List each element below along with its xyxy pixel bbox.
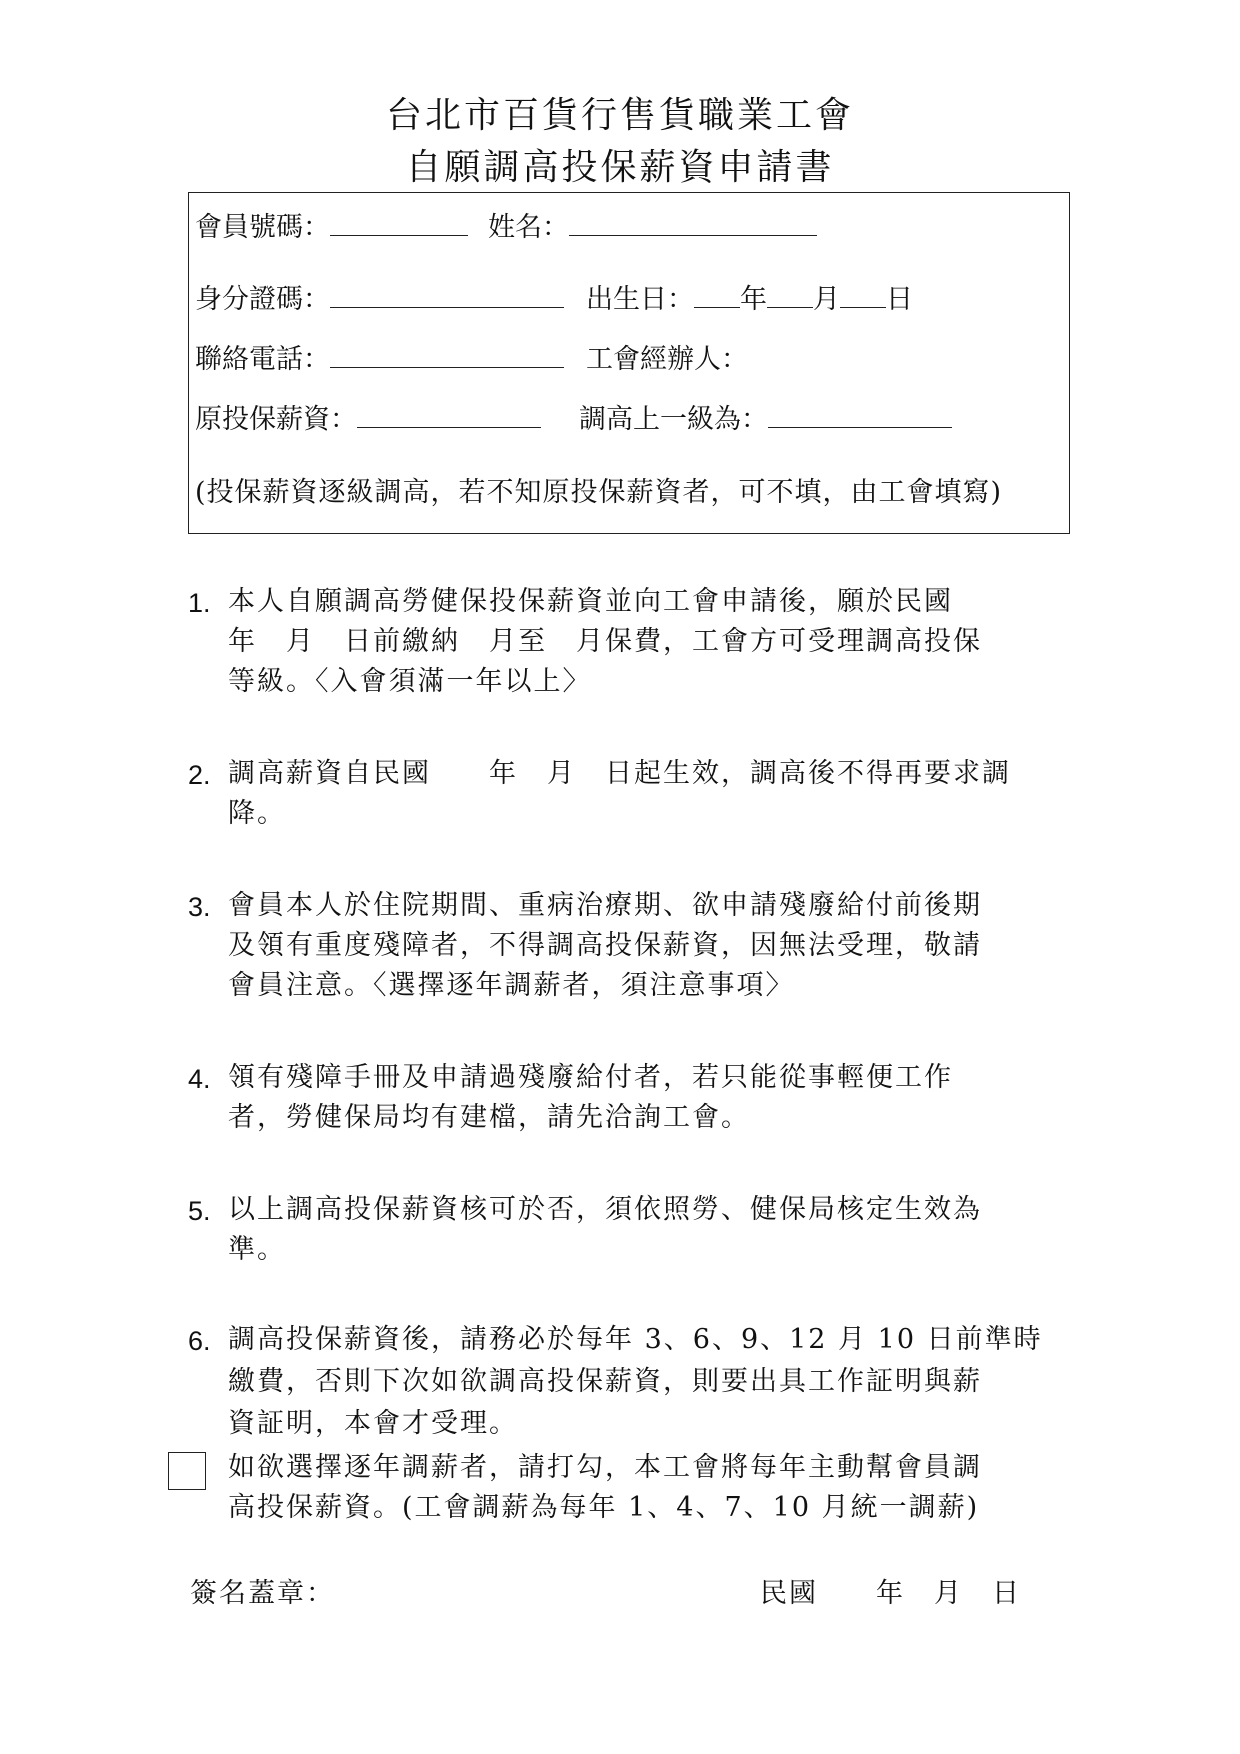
annual-raise-checkbox[interactable]	[168, 1452, 206, 1490]
row-member	[195, 213, 817, 241]
name-label: 姓名：	[488, 212, 569, 243]
form-title: 台北市百貨行售貨職業工會	[385, 95, 854, 136]
row-id	[195, 285, 913, 313]
item-line: 本人自願調高勞健保投保薪資並向工會申請後，願於民國	[228, 586, 953, 617]
signature-label: 簽名蓋章：	[190, 1578, 335, 1609]
item-line: 及領有重度殘障者，不得調高投保薪資，因無法受理，敬請	[228, 930, 982, 961]
item-line: 資証明，本會才受理。	[228, 1408, 518, 1439]
annual-raise-option-line1: 如欲選擇逐年調薪者，請打勾，本工會將每年主動幫會員調	[228, 1452, 982, 1483]
birth-label: 出生日：	[586, 284, 694, 315]
birth-year-field[interactable]	[694, 285, 740, 308]
item-line: 調高投保薪資後，請務必於每年 3、6、9、12 月 10 日前準時	[228, 1324, 1043, 1355]
row-salary	[195, 405, 952, 433]
raise-label: 調高上一級為：	[579, 404, 768, 435]
applicant-info-box	[188, 192, 1070, 534]
annual-raise-option-line2: 高投保薪資。(工會調薪為每年 1、4、7、10 月統一調薪)	[228, 1492, 980, 1523]
item-line: 領有殘障手冊及申請過殘廢給付者，若只能從事輕便工作	[228, 1062, 953, 1093]
row-phone	[195, 345, 748, 373]
form-subtitle: 自願調高投保薪資申請書	[405, 147, 835, 188]
salary-note: (投保薪資逐級調高，若不知原投保薪資者，可不填，由工會填寫)	[195, 477, 1003, 508]
orig-salary-field[interactable]	[357, 405, 541, 428]
birth-month-field[interactable]	[767, 285, 813, 308]
item-number: 2.	[188, 760, 211, 790]
item-number: 1.	[188, 588, 211, 618]
item-line: 以上調高投保薪資核可於否，須依照勞、健保局核定生效為	[228, 1194, 982, 1225]
item-line: 會員本人於住院期間、重病治療期、欲申請殘廢給付前後期	[228, 890, 982, 921]
item-line: 降。	[228, 798, 286, 829]
id-label: 身分證碼：	[195, 284, 330, 315]
item-line: 繳費，否則下次如欲調高投保薪資，則要出具工作証明與薪	[228, 1366, 982, 1397]
item-line: 會員注意。〈選擇逐年調薪者，須注意事項〉	[228, 970, 795, 1001]
item-line: 等級。〈入會須滿一年以上〉	[228, 666, 592, 697]
id-field[interactable]	[330, 285, 564, 308]
phone-label: 聯絡電話：	[195, 344, 330, 375]
birth-day-label: 日	[886, 284, 913, 315]
birth-day-field[interactable]	[840, 285, 886, 308]
item-number: 5.	[188, 1196, 211, 1226]
item-number: 4.	[188, 1064, 211, 1094]
name-field[interactable]	[569, 213, 817, 236]
item-line: 準。	[228, 1234, 286, 1265]
item-number: 3.	[188, 892, 211, 922]
birth-year-label: 年	[740, 284, 767, 315]
birth-month-label: 月	[813, 284, 840, 315]
item-number: 6.	[188, 1326, 211, 1356]
raise-field[interactable]	[768, 405, 952, 428]
member-no-label: 會員號碼：	[195, 212, 330, 243]
phone-field[interactable]	[330, 345, 564, 368]
handler-label: 工會經辦人：	[586, 344, 748, 375]
orig-salary-label: 原投保薪資：	[195, 404, 357, 435]
item-line: 者，勞健保局均有建檔，請先洽詢工會。	[228, 1102, 750, 1133]
sign-date-label: 民國 年 月 日	[760, 1578, 1021, 1609]
item-line: 調高薪資自民國 年 月 日起生效，調高後不得再要求調	[228, 758, 1011, 789]
member-no-field[interactable]	[330, 213, 468, 236]
item-line: 年 月 日前繳納 月至 月保費，工會方可受理調高投保	[228, 626, 982, 657]
